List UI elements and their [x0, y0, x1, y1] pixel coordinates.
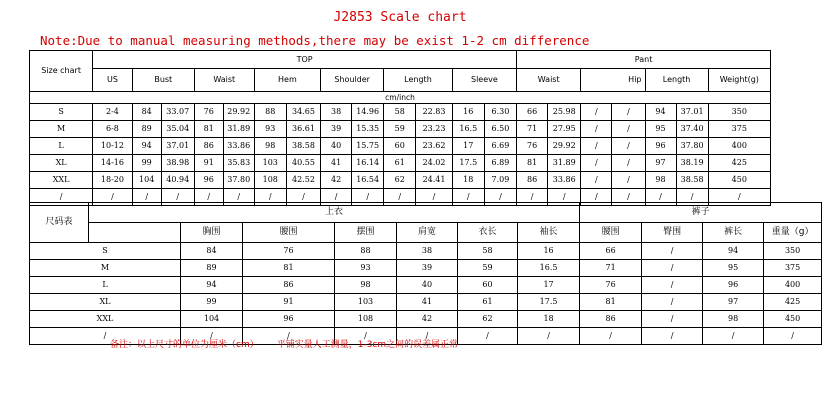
cell-hip-in: /	[612, 155, 645, 172]
cell-weight: 450	[708, 172, 770, 189]
table-row	[30, 138, 771, 155]
cell-us: 2-4	[93, 104, 133, 121]
col-pant-length: Length	[645, 69, 708, 92]
cn-value-cell: 350	[764, 243, 822, 260]
cn-value-cell: 17	[518, 277, 580, 294]
cell-plength-cm: 94	[645, 104, 676, 121]
table-row	[30, 172, 771, 189]
units-row	[30, 92, 771, 104]
cell-hip-in: /	[612, 121, 645, 138]
cell-pwaist-cm: 81	[517, 155, 548, 172]
footnote-tolerance: 平铺实量人工测量，1-3cm之间的误差属正常	[276, 340, 459, 350]
cell-hem-cm: 93	[254, 121, 286, 138]
cell-bust-cm: /	[132, 189, 161, 206]
cn-pant-section-header: 裤子	[580, 203, 822, 223]
cell-pwaist-cm: 71	[517, 121, 548, 138]
cell-length-cm: 58	[384, 104, 416, 121]
cell-plength-in: 37.80	[676, 138, 708, 155]
cn-col-hem: 摆围	[335, 223, 397, 243]
cn-table-row	[30, 243, 822, 260]
cn-value-cell: 86	[580, 311, 642, 328]
cell-pwaist-cm: 76	[517, 138, 548, 155]
cell-length-in: 23.23	[416, 121, 452, 138]
cell-bust-in: 37.01	[161, 138, 194, 155]
cn-value-cell: /	[458, 328, 518, 345]
cell-waist-cm: 76	[194, 104, 223, 121]
cn-table-row	[30, 311, 822, 328]
cn-value-cell: /	[335, 328, 397, 345]
col-pant-waist: Waist	[517, 69, 581, 92]
cell-bust-in: 40.94	[161, 172, 194, 189]
cn-col-pant-length: 裤长	[703, 223, 764, 243]
cn-value-cell: 108	[335, 311, 397, 328]
cell-sleeve-in: 6.30	[484, 104, 516, 121]
cell-plength-cm: 96	[645, 138, 676, 155]
cell-shoulder-cm: /	[321, 189, 352, 206]
cn-column-header-row	[30, 223, 822, 243]
size-cell: /	[30, 189, 93, 206]
cn-col-pant-waist: 腰围	[580, 223, 642, 243]
cell-pwaist-cm: 86	[517, 172, 548, 189]
cell-hip-cm: /	[581, 155, 612, 172]
footnote	[110, 337, 458, 350]
cn-value-cell: 18	[518, 311, 580, 328]
cell-plength-in: 38.58	[676, 172, 708, 189]
size-cell: S	[30, 104, 93, 121]
cell-length-cm: 61	[384, 155, 416, 172]
cell-waist-in: 31.89	[223, 121, 254, 138]
cn-value-cell: 76	[580, 277, 642, 294]
cell-sleeve-cm: 18	[452, 172, 484, 189]
cell-hem-cm: 98	[254, 138, 286, 155]
cell-sleeve-cm: 17	[452, 138, 484, 155]
size-cell: XXL	[30, 172, 93, 189]
cn-value-cell: 88	[335, 243, 397, 260]
cell-plength-in: 37.40	[676, 121, 708, 138]
cell-shoulder-cm: 38	[321, 104, 352, 121]
cn-size-cell: L	[30, 277, 181, 294]
cn-value-cell: 16.5	[518, 260, 580, 277]
cell-sleeve-in: 7.09	[484, 172, 516, 189]
cn-value-cell: /	[518, 328, 580, 345]
cell-waist-cm: 91	[194, 155, 223, 172]
cn-value-cell: 66	[580, 243, 642, 260]
cn-value-cell: 76	[243, 243, 335, 260]
cn-value-cell: 94	[181, 277, 243, 294]
col-weight: Weight(g)	[708, 69, 770, 92]
english-size-table	[29, 50, 771, 206]
cell-bust-cm: 99	[132, 155, 161, 172]
cell-hip-cm: /	[581, 138, 612, 155]
cn-size-cell: XXL	[30, 311, 181, 328]
cell-pwaist-in: 29.92	[548, 138, 581, 155]
size-chart-label: Size chart	[30, 51, 93, 92]
cell-sleeve-in: 6.50	[484, 121, 516, 138]
cell-hem-in: 38.58	[286, 138, 320, 155]
cell-length-in: 23.62	[416, 138, 452, 155]
col-us: US	[93, 69, 133, 92]
cell-hem-in: /	[286, 189, 320, 206]
cn-value-cell: 84	[181, 243, 243, 260]
cell-weight: 375	[708, 121, 770, 138]
cn-value-cell: 103	[335, 294, 397, 311]
cell-shoulder-cm: 39	[321, 121, 352, 138]
cn-value-cell: /	[642, 260, 703, 277]
cell-length-in: /	[416, 189, 452, 206]
cell-hem-cm: 103	[254, 155, 286, 172]
cn-size-chart-label: 尺码表	[30, 203, 89, 243]
cn-value-cell: 99	[181, 294, 243, 311]
cn-value-cell: 94	[703, 243, 764, 260]
cn-value-cell: 81	[243, 260, 335, 277]
cell-hip-in: /	[612, 172, 645, 189]
cell-shoulder-in: /	[352, 189, 384, 206]
cell-length-in: 22.83	[416, 104, 452, 121]
cell-hip-in: /	[612, 189, 645, 206]
cell-hem-in: 36.61	[286, 121, 320, 138]
cn-value-cell: 96	[243, 311, 335, 328]
cell-hem-in: 34.65	[286, 104, 320, 121]
cell-weight: /	[708, 189, 770, 206]
cn-value-cell: 98	[335, 277, 397, 294]
cell-length-cm: 59	[384, 121, 416, 138]
col-hem: Hem	[254, 69, 320, 92]
cell-bust-in: /	[161, 189, 194, 206]
cell-pwaist-in: 25.98	[548, 104, 581, 121]
cell-shoulder-in: 15.75	[352, 138, 384, 155]
cell-shoulder-in: 16.54	[352, 172, 384, 189]
cn-table-row	[30, 294, 822, 311]
cn-section-header-row	[30, 203, 822, 223]
column-header-row	[30, 69, 771, 92]
cell-hem-cm: 108	[254, 172, 286, 189]
cell-weight: 400	[708, 138, 770, 155]
cell-hip-cm: /	[581, 104, 612, 121]
cell-bust-in: 33.07	[161, 104, 194, 121]
cn-col-bust: 胸围	[181, 223, 243, 243]
cn-value-cell: 38	[397, 243, 458, 260]
pant-section-header: Pant	[517, 51, 771, 69]
cell-plength-cm: 98	[645, 172, 676, 189]
table-row	[30, 155, 771, 172]
cell-plength-in: /	[676, 189, 708, 206]
cn-value-cell: /	[642, 328, 703, 345]
cell-us: 18-20	[93, 172, 133, 189]
cell-pwaist-in: /	[548, 189, 581, 206]
cell-plength-cm: 95	[645, 121, 676, 138]
cell-sleeve-in: 6.89	[484, 155, 516, 172]
footnote-unit: 备注：以上尺寸的单位为厘米（cm）	[110, 340, 259, 350]
cn-value-cell: 17.5	[518, 294, 580, 311]
cn-col-shoulder: 肩宽	[397, 223, 458, 243]
chart-title: J2853 Scale chart	[333, 10, 467, 25]
cn-col-blank	[89, 223, 181, 243]
cell-bust-in: 35.04	[161, 121, 194, 138]
cn-value-cell: 40	[397, 277, 458, 294]
cn-value-cell: /	[703, 328, 764, 345]
cell-length-in: 24.41	[416, 172, 452, 189]
cell-plength-cm: /	[645, 189, 676, 206]
cn-value-cell: 61	[458, 294, 518, 311]
table-header-row	[30, 51, 771, 69]
cell-hip-in: /	[612, 138, 645, 155]
cell-pwaist-in: 33.86	[548, 172, 581, 189]
cell-pwaist-cm: /	[517, 189, 548, 206]
cell-waist-in: 37.80	[223, 172, 254, 189]
cell-us: /	[93, 189, 133, 206]
cell-pwaist-in: 31.89	[548, 155, 581, 172]
cell-shoulder-cm: 42	[321, 172, 352, 189]
cell-bust-cm: 89	[132, 121, 161, 138]
cell-sleeve-in: /	[484, 189, 516, 206]
size-cell: XL	[30, 155, 93, 172]
cn-col-hip: 臀围	[642, 223, 703, 243]
cell-waist-in: 35.83	[223, 155, 254, 172]
cell-waist-in: 33.86	[223, 138, 254, 155]
cn-value-cell: 81	[580, 294, 642, 311]
cell-shoulder-in: 14.96	[352, 104, 384, 121]
cn-value-cell: 89	[181, 260, 243, 277]
cn-value-cell: /	[764, 328, 822, 345]
col-bust: Bust	[132, 69, 194, 92]
cn-value-cell: 42	[397, 311, 458, 328]
cn-value-cell: /	[642, 277, 703, 294]
cell-hip-cm: /	[581, 189, 612, 206]
cell-sleeve-cm: 16	[452, 104, 484, 121]
cell-hem-in: 42.52	[286, 172, 320, 189]
col-sleeve: Sleeve	[452, 69, 516, 92]
cell-bust-cm: 104	[132, 172, 161, 189]
cell-shoulder-cm: 40	[321, 138, 352, 155]
cn-value-cell: 98	[703, 311, 764, 328]
cn-value-cell: /	[642, 294, 703, 311]
cell-length-cm: 62	[384, 172, 416, 189]
cell-hip-in: /	[612, 104, 645, 121]
cell-waist-cm: /	[194, 189, 223, 206]
cell-waist-cm: 96	[194, 172, 223, 189]
col-shoulder: Shoulder	[321, 69, 384, 92]
cell-us: 14-16	[93, 155, 133, 172]
cell-shoulder-in: 16.14	[352, 155, 384, 172]
cell-hem-cm: /	[254, 189, 286, 206]
cell-sleeve-in: 6.69	[484, 138, 516, 155]
cn-value-cell: 41	[397, 294, 458, 311]
cn-value-cell: 91	[243, 294, 335, 311]
cell-length-cm: /	[384, 189, 416, 206]
cn-value-cell: 400	[764, 277, 822, 294]
cell-length-cm: 60	[384, 138, 416, 155]
cell-pwaist-cm: 66	[517, 104, 548, 121]
cell-waist-cm: 86	[194, 138, 223, 155]
measurement-note: Note:Due to manual measuring methods,there may be exist 1-2 cm difference	[40, 33, 590, 48]
cell-pwaist-in: 27.95	[548, 121, 581, 138]
cn-value-cell: 375	[764, 260, 822, 277]
cn-col-length: 衣长	[458, 223, 518, 243]
cn-value-cell: /	[397, 328, 458, 345]
cn-value-cell: 71	[580, 260, 642, 277]
cell-length-in: 24.02	[416, 155, 452, 172]
cell-waist-in: /	[223, 189, 254, 206]
col-hip: Hip	[581, 69, 645, 92]
size-cell: L	[30, 138, 93, 155]
cell-sleeve-cm: 17.5	[452, 155, 484, 172]
cn-col-weight: 重量（g）	[764, 223, 822, 243]
cell-hip-cm: /	[581, 121, 612, 138]
cn-value-cell: 39	[397, 260, 458, 277]
cell-weight: 350	[708, 104, 770, 121]
cn-size-cell: XL	[30, 294, 181, 311]
cn-value-cell: 86	[243, 277, 335, 294]
cell-shoulder-in: 15.35	[352, 121, 384, 138]
cn-value-cell: /	[642, 243, 703, 260]
cn-size-cell: M	[30, 260, 181, 277]
chinese-size-table	[29, 202, 822, 345]
table-row	[30, 104, 771, 121]
cn-value-cell: 93	[335, 260, 397, 277]
cn-col-waist: 腰围	[243, 223, 335, 243]
units-label: cm/inch	[30, 92, 771, 104]
cn-top-section-header: 上衣	[89, 203, 580, 223]
cell-hem-cm: 88	[254, 104, 286, 121]
cell-hip-cm: /	[581, 172, 612, 189]
cell-plength-in: 37.01	[676, 104, 708, 121]
cn-value-cell: 16	[518, 243, 580, 260]
cn-value-cell: 450	[764, 311, 822, 328]
cell-weight: 425	[708, 155, 770, 172]
cell-hem-in: 40.55	[286, 155, 320, 172]
cn-value-cell: 59	[458, 260, 518, 277]
size-cell: M	[30, 121, 93, 138]
table-row	[30, 121, 771, 138]
cn-table-row	[30, 277, 822, 294]
cell-waist-cm: 81	[194, 121, 223, 138]
cell-bust-cm: 94	[132, 138, 161, 155]
cn-table-row	[30, 260, 822, 277]
cell-bust-in: 38.98	[161, 155, 194, 172]
cn-value-cell: /	[580, 328, 642, 345]
cn-value-cell: 58	[458, 243, 518, 260]
cn-size-cell: S	[30, 243, 181, 260]
col-length: Length	[384, 69, 453, 92]
cn-value-cell: 97	[703, 294, 764, 311]
cn-value-cell: 60	[458, 277, 518, 294]
cell-sleeve-cm: /	[452, 189, 484, 206]
cn-value-cell: 96	[703, 277, 764, 294]
cn-value-cell: /	[181, 328, 243, 345]
cell-plength-cm: 97	[645, 155, 676, 172]
cell-us: 10-12	[93, 138, 133, 155]
cn-value-cell: /	[642, 311, 703, 328]
cell-shoulder-cm: 41	[321, 155, 352, 172]
cn-size-cell: /	[30, 328, 181, 345]
cell-plength-in: 38.19	[676, 155, 708, 172]
cn-value-cell: 62	[458, 311, 518, 328]
cell-waist-in: 29.92	[223, 104, 254, 121]
cn-col-sleeve: 袖长	[518, 223, 580, 243]
cn-value-cell: 95	[703, 260, 764, 277]
top-section-header: TOP	[93, 51, 517, 69]
cell-us: 6-8	[93, 121, 133, 138]
cell-sleeve-cm: 16.5	[452, 121, 484, 138]
cn-value-cell: 425	[764, 294, 822, 311]
cn-value-cell: /	[243, 328, 335, 345]
col-waist: Waist	[194, 69, 254, 92]
cn-value-cell: 104	[181, 311, 243, 328]
cell-bust-cm: 84	[132, 104, 161, 121]
